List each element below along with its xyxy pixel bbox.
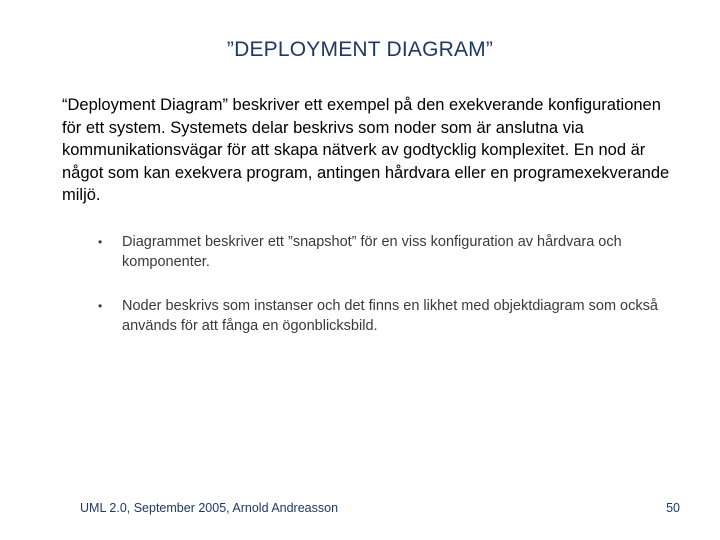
bullet-marker: • [98, 299, 103, 313]
page-number: 50 [666, 501, 680, 515]
slide-title: ”DEPLOYMENT DIAGRAM” [226, 38, 494, 61]
footer-credit: UML 2.0, September 2005, Arnold Andreasson [80, 501, 339, 515]
bullet-item [98, 296, 688, 336]
bullet-text: Diagrammet beskriver ett ”snapshot” för en viss konfiguration av hårdvara och komponenter. [122, 234, 622, 270]
bullet-text: Noder beskrivs som instanser och det finns en likhet med objektdiagram som också används för att fånga en ögonblicksbild. [122, 298, 658, 334]
bullet-item [98, 232, 688, 272]
bullet-list [98, 232, 688, 360]
bullet-marker: • [98, 235, 103, 249]
intro-paragraph: “Deployment Diagram” beskriver ett exempel på den exekverande konfigurationen för ett system. Systemets delar beskrivs som noder som är anslutna via kommunikationsvägar för att skapa nätverk av godtycklig komplexitet. En nod är något som kan exekvera program, antingen hårdvara eller en programexekverande miljö. [62, 96, 670, 204]
